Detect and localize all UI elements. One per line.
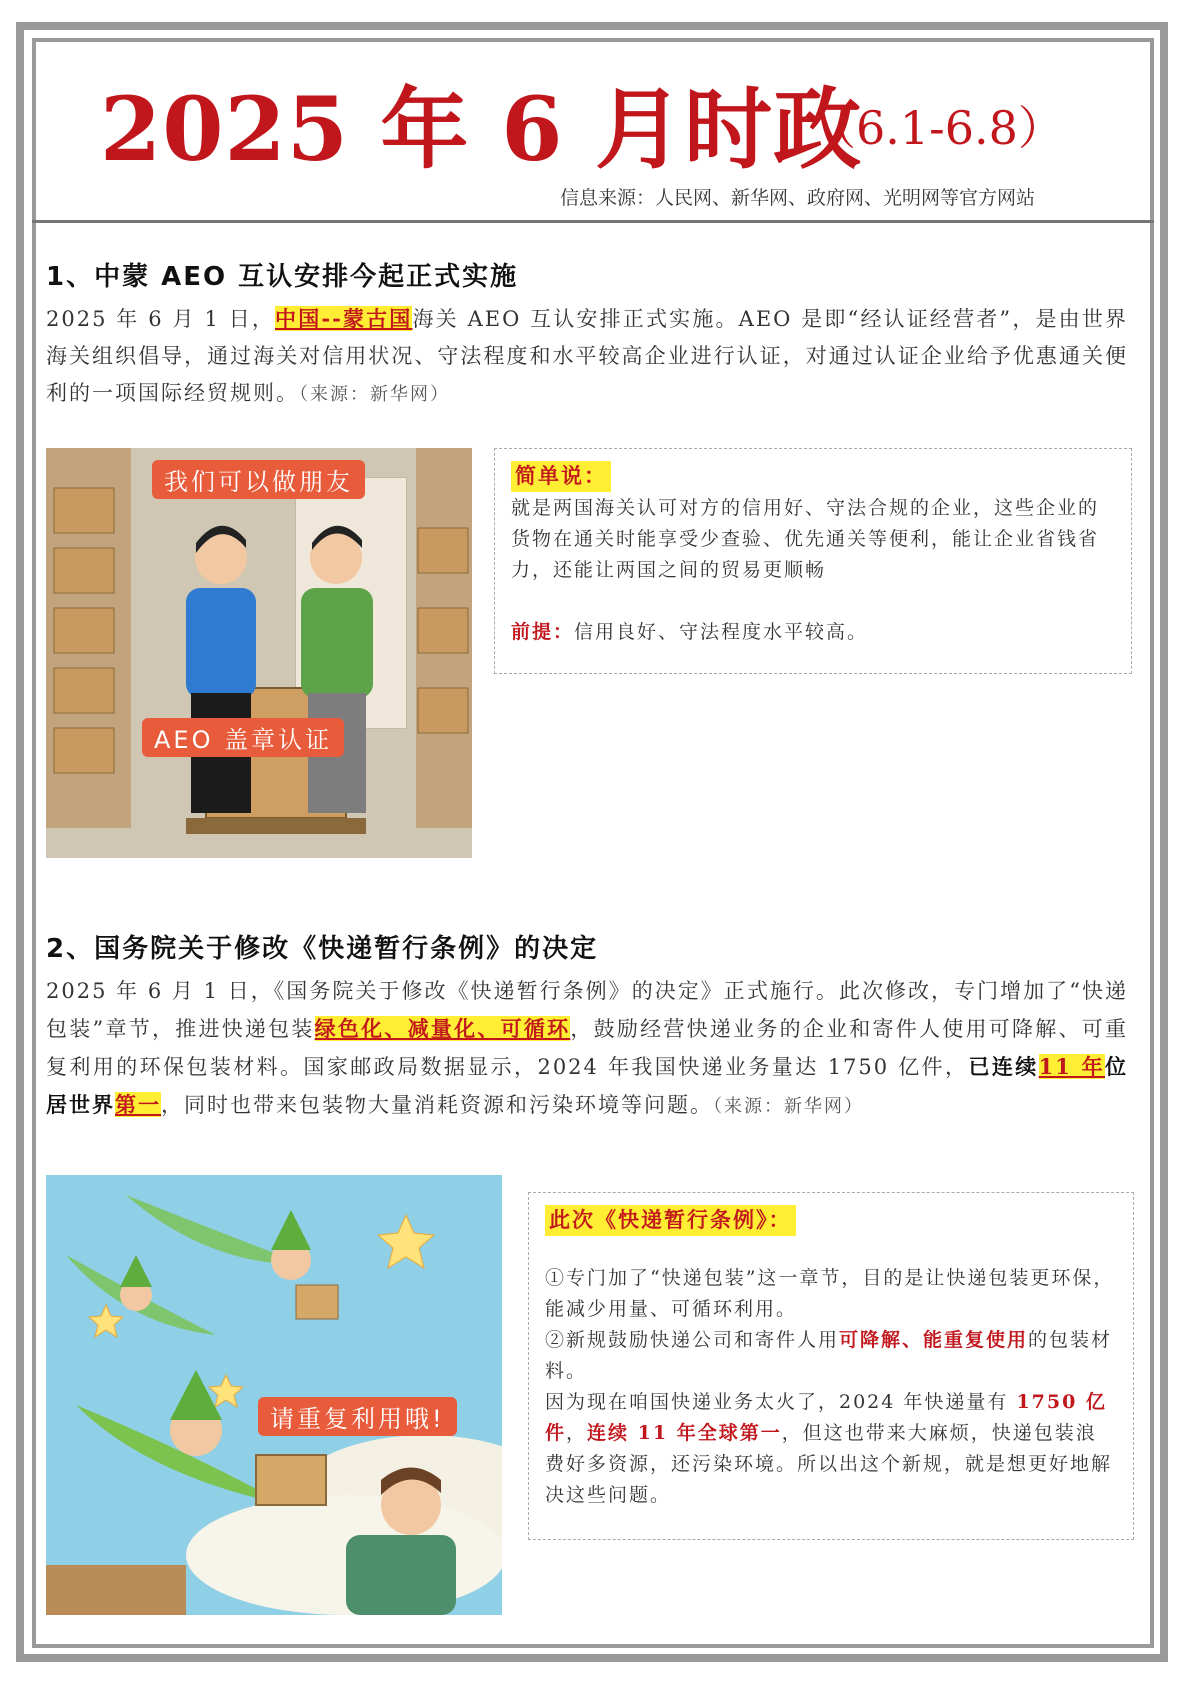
section2-source: （来源：新华网） bbox=[713, 1096, 864, 1117]
section1-premise bbox=[511, 617, 1115, 648]
section2-bold-1: 已连续 bbox=[968, 1054, 1039, 1079]
page-title: 2025 年 6 月时政 bbox=[100, 77, 863, 181]
section2-highlight-years: 11 年 bbox=[1038, 1054, 1105, 1079]
section2-paragraph bbox=[46, 973, 1128, 1125]
image-tag-aeo: AEO 盖章认证 bbox=[142, 718, 344, 757]
section1-heading: 1、中蒙 AEO 互认安排今起正式实施 bbox=[46, 262, 519, 292]
section2-bold-2: 位居世界 bbox=[46, 1054, 1128, 1117]
note-item3-text: 因为现在咱国快递业务太火了，2024 年快递量有 bbox=[545, 1391, 1017, 1413]
source-line: 信息来源：人民网、新华网、政府网、光明网等官方网站 bbox=[560, 187, 1036, 209]
section2-highlight-green: 绿色化、减量化、可循环 bbox=[314, 1016, 571, 1041]
section2-text-2: ，鼓励经营快递业务的企业和寄件人使用可降解、可重复利用的环保包装材料。国家邮政局数据显示，2024 年我国快递业务量达 1750 亿件， bbox=[46, 1017, 1128, 1079]
section2-note-item2 bbox=[545, 1325, 1117, 1387]
section1-paragraph bbox=[46, 300, 1128, 413]
section1-highlight: 中国--蒙古国 bbox=[275, 306, 413, 331]
section2-text-3: ，同时也带来包装物大量消耗资源和污染环境等问题。 bbox=[161, 1093, 713, 1117]
section1-text-a: 2025 年 6 月 1 日， bbox=[46, 307, 276, 331]
section2-note-item3 bbox=[545, 1387, 1117, 1511]
section2-note-title: 此次《快递暂行条例》： bbox=[545, 1205, 796, 1236]
section2-heading: 2、国务院关于修改《快递暂行条例》的决定 bbox=[46, 934, 599, 964]
note-item2-emphasis: 可降解、能重复使用 bbox=[839, 1329, 1029, 1351]
section1-note-body: 就是两国海关认可对方的信用好、守法合规的企业，这些企业的货物在通关时能享受少查验、优先通关等便利，能让企业省钱省力，还能让两国之间的贸易更顺畅 bbox=[511, 497, 1100, 581]
note-item2-text: ②新规鼓励快递公司和寄件人用 bbox=[545, 1329, 840, 1351]
note-item2-text-end: 的包装材料。 bbox=[545, 1329, 1113, 1382]
note-item3-rank: 连续 11 年全球第一 bbox=[587, 1422, 782, 1444]
section1-source: （来源：新华网） bbox=[299, 384, 450, 405]
section1-text-b: 海关 AEO 互认安排正式实施。AEO 是即“经认证经营者”，是由世界海关组织倡导，通过海关对信用状况、守法程度和水平较高企业进行认证，对通过认证企业给予优惠通关便利的一项国际经贸规则。 bbox=[46, 307, 1128, 405]
image-tag-friends: 我们可以做朋友 bbox=[152, 460, 365, 499]
note-item3-text-end: ，但这也带来大麻烦，快递包装浪费好多资源，还污染环境。所以出这个新规，就是想更好地解决这些问题。 bbox=[545, 1422, 1113, 1506]
section2-highlight-first: 第一 bbox=[115, 1092, 161, 1117]
section2-note-item1: ①专门加了“快递包装”这一章节，目的是让快递包装更环保，能减少用量、可循环利用。 bbox=[545, 1267, 1115, 1320]
premise-label: 前提： bbox=[511, 621, 575, 643]
header-divider bbox=[32, 220, 1154, 223]
section2-text-1: 2025 年 6 月 1 日，《国务院关于修改《快递暂行条例》的决定》正式施行。此次修改，专门增加了“快递包装”章节，推进快递包装 bbox=[46, 979, 1128, 1041]
note-item3-volume: 1750 亿件 bbox=[545, 1391, 1107, 1444]
premise-text: 信用良好、守法程度水平较高。 bbox=[574, 621, 869, 643]
customs-handshake-illustration bbox=[46, 448, 472, 858]
elves-delivery-illustration bbox=[46, 1175, 502, 1615]
note-item3-comma: ， bbox=[566, 1422, 588, 1444]
image-tag-reuse: 请重复利用哦! bbox=[258, 1397, 457, 1436]
section1-note-box bbox=[494, 448, 1132, 674]
section2-note-box bbox=[528, 1192, 1134, 1540]
section1-note-title: 简单说： bbox=[511, 461, 611, 492]
date-range: （6.1-6.8） bbox=[810, 101, 1064, 155]
